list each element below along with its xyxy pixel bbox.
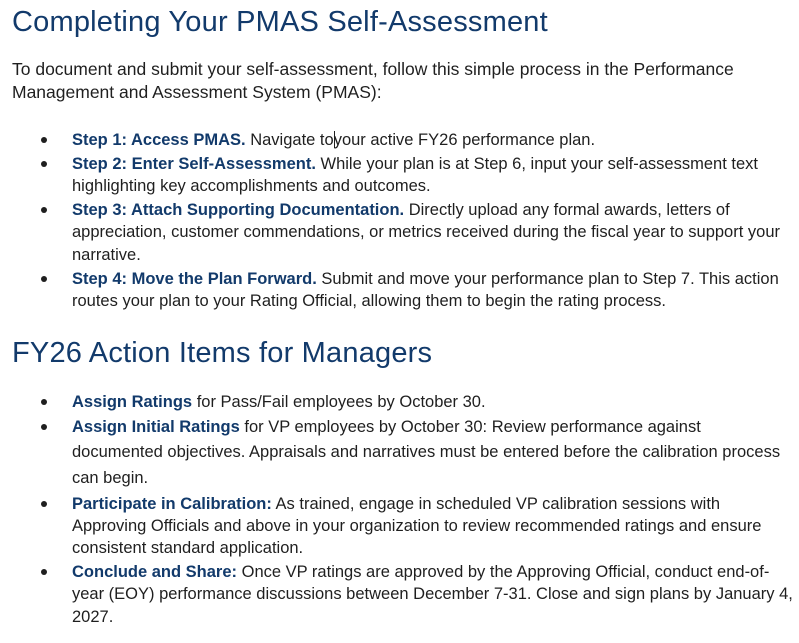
list-item-step-1 [12, 129, 794, 151]
bullet-icon [41, 207, 47, 213]
action-lead: Assign Ratings [72, 393, 193, 412]
step-text: Navigate to [245, 131, 334, 149]
list-item-step-2 [12, 153, 794, 198]
list-item-assign-ratings [12, 391, 794, 413]
step-text: your active FY26 performance plan. [333, 131, 596, 149]
step-text: Submit and move your performance plan to Step 7. This action routes your plan to your Rating Official, allowing them to begin the rating process. [72, 269, 779, 310]
document-body [12, 0, 794, 630]
list-item-participate-calibration [12, 493, 794, 560]
action-items-list [12, 391, 794, 628]
bullet-icon [41, 161, 47, 167]
list-item-step-3 [12, 199, 794, 266]
list-item-conclude-share [12, 561, 794, 628]
action-text: for VP employees by October 30: Review performance against documented objectives. Appraisals and narratives must be entered before the calibration process can begin. [72, 418, 781, 487]
action-lead: Participate in Calibration: [72, 494, 272, 513]
bullet-icon [41, 276, 47, 282]
bullet-icon [41, 569, 47, 575]
action-lead: Conclude and Share: [72, 563, 238, 582]
action-text: Once VP ratings are approved by the Approving Official, conduct end-of-year (EOY) performance discussions between December 7-31. Close and sign plans by January 4, 2027. [72, 563, 793, 626]
bullet-icon [41, 501, 47, 507]
bullet-icon [41, 399, 47, 405]
step-lead: Step 2: Enter Self-Assessment. [72, 154, 316, 173]
heading-action-items: FY26 Action Items for Managers [12, 337, 433, 370]
step-text: Directly upload any formal awards, letters of appreciation, customer commendations, or metrics received during the fiscal year to support your narrative. [72, 201, 780, 264]
steps-list [12, 129, 794, 312]
action-lead: Assign Initial Ratings [72, 418, 240, 437]
heading-self-assessment: Completing Your PMAS Self-Assessment [12, 6, 548, 38]
list-item-assign-initial-ratings [12, 415, 794, 491]
step-lead: Step 4: Move the Plan Forward. [72, 269, 317, 288]
intro-paragraph: To document and submit your self-assessment, follow this simple process in the Performance Management and Assessment System (PMAS): [12, 59, 734, 102]
step-text: While your plan is at Step 6, input your self-assessment text highlighting key accomplishments and outcomes. [72, 154, 758, 196]
bullet-icon [41, 424, 47, 430]
step-lead: Step 1: Access PMAS. [72, 131, 246, 149]
action-text: As trained, engage in scheduled VP calibration sessions with Approving Officials and above in your organization to review recommended ratings and ensure consistent standard application. [72, 494, 762, 558]
list-item-step-4 [12, 268, 794, 313]
step-lead: Step 3: Attach Supporting Documentation. [72, 201, 405, 220]
bullet-icon [41, 137, 47, 143]
action-text: for Pass/Fail employees by October 30. [192, 393, 486, 412]
